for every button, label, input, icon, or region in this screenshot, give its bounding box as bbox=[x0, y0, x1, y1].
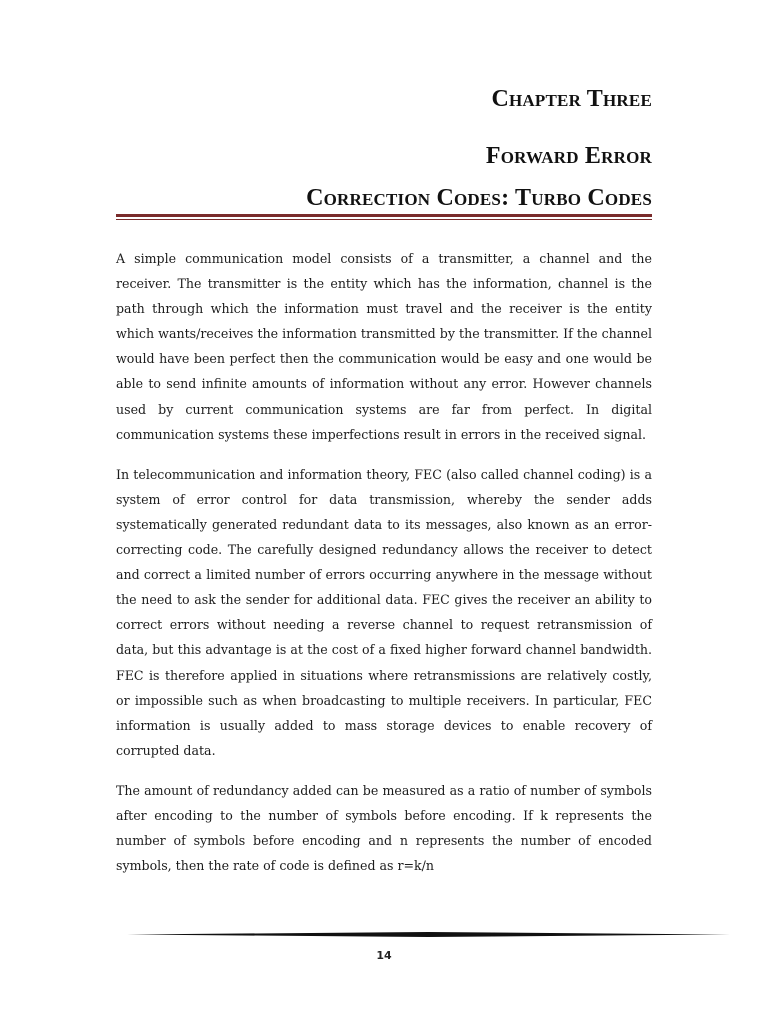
title-rule-thick bbox=[116, 214, 652, 217]
paragraph: The amount of redundancy added can be measured as a ratio of number of symbols after encoding to the number of symbols before encoding. If k represents the number of symbols before encoding and n represents the number of encoded symbols, then the rate of code is defined as r=k/n bbox=[116, 782, 652, 874]
chapter-title-line-2: Correction Codes: Turbo Codes bbox=[306, 185, 652, 211]
paragraph: A simple communication model consists of a transmitter, a channel and the receiver. The transmitter is the entity which has the information, channel is the path through which the information must travel and the receiver is the entity which wants/receives the information transmitted by the transmitter. If the channel would have been perfect then the communication would be easy and one would be able to send infinite amounts of information without any error. However channels used by current communication systems are far from perfect. In digital communication systems these imperfections result in errors in the received signal. bbox=[116, 251, 652, 442]
page-number: 14 bbox=[376, 949, 392, 962]
body-text bbox=[116, 246, 652, 893]
chapter-title-line-1: Forward Error bbox=[485, 143, 652, 169]
chapter-label: Chapter Three bbox=[491, 86, 652, 112]
paragraph: In telecommunication and information theory, FEC (also called channel coding) is a system of error control for data transmission, whereby the sender adds systematically generated redundant data to its messages, also known as an error-correcting code. The carefully designed redundancy allows the receiver to detect and correct a limited number of errors occurring anywhere in the message without the need to ask the sender for additional data. FEC gives the receiver an ability to correct errors without needing a reverse channel to request retransmission of data, but this advantage is at the cost of a fixed higher forward channel bandwidth. FEC is therefore applied in situations where retransmissions are relatively costly, or impossible such as when broadcasting to multiple receivers. In particular, FEC information is usually added to mass storage devices to enable recovery of corrupted data. bbox=[116, 466, 652, 758]
title-rule-thin bbox=[116, 219, 652, 220]
footer-rule bbox=[126, 932, 730, 937]
